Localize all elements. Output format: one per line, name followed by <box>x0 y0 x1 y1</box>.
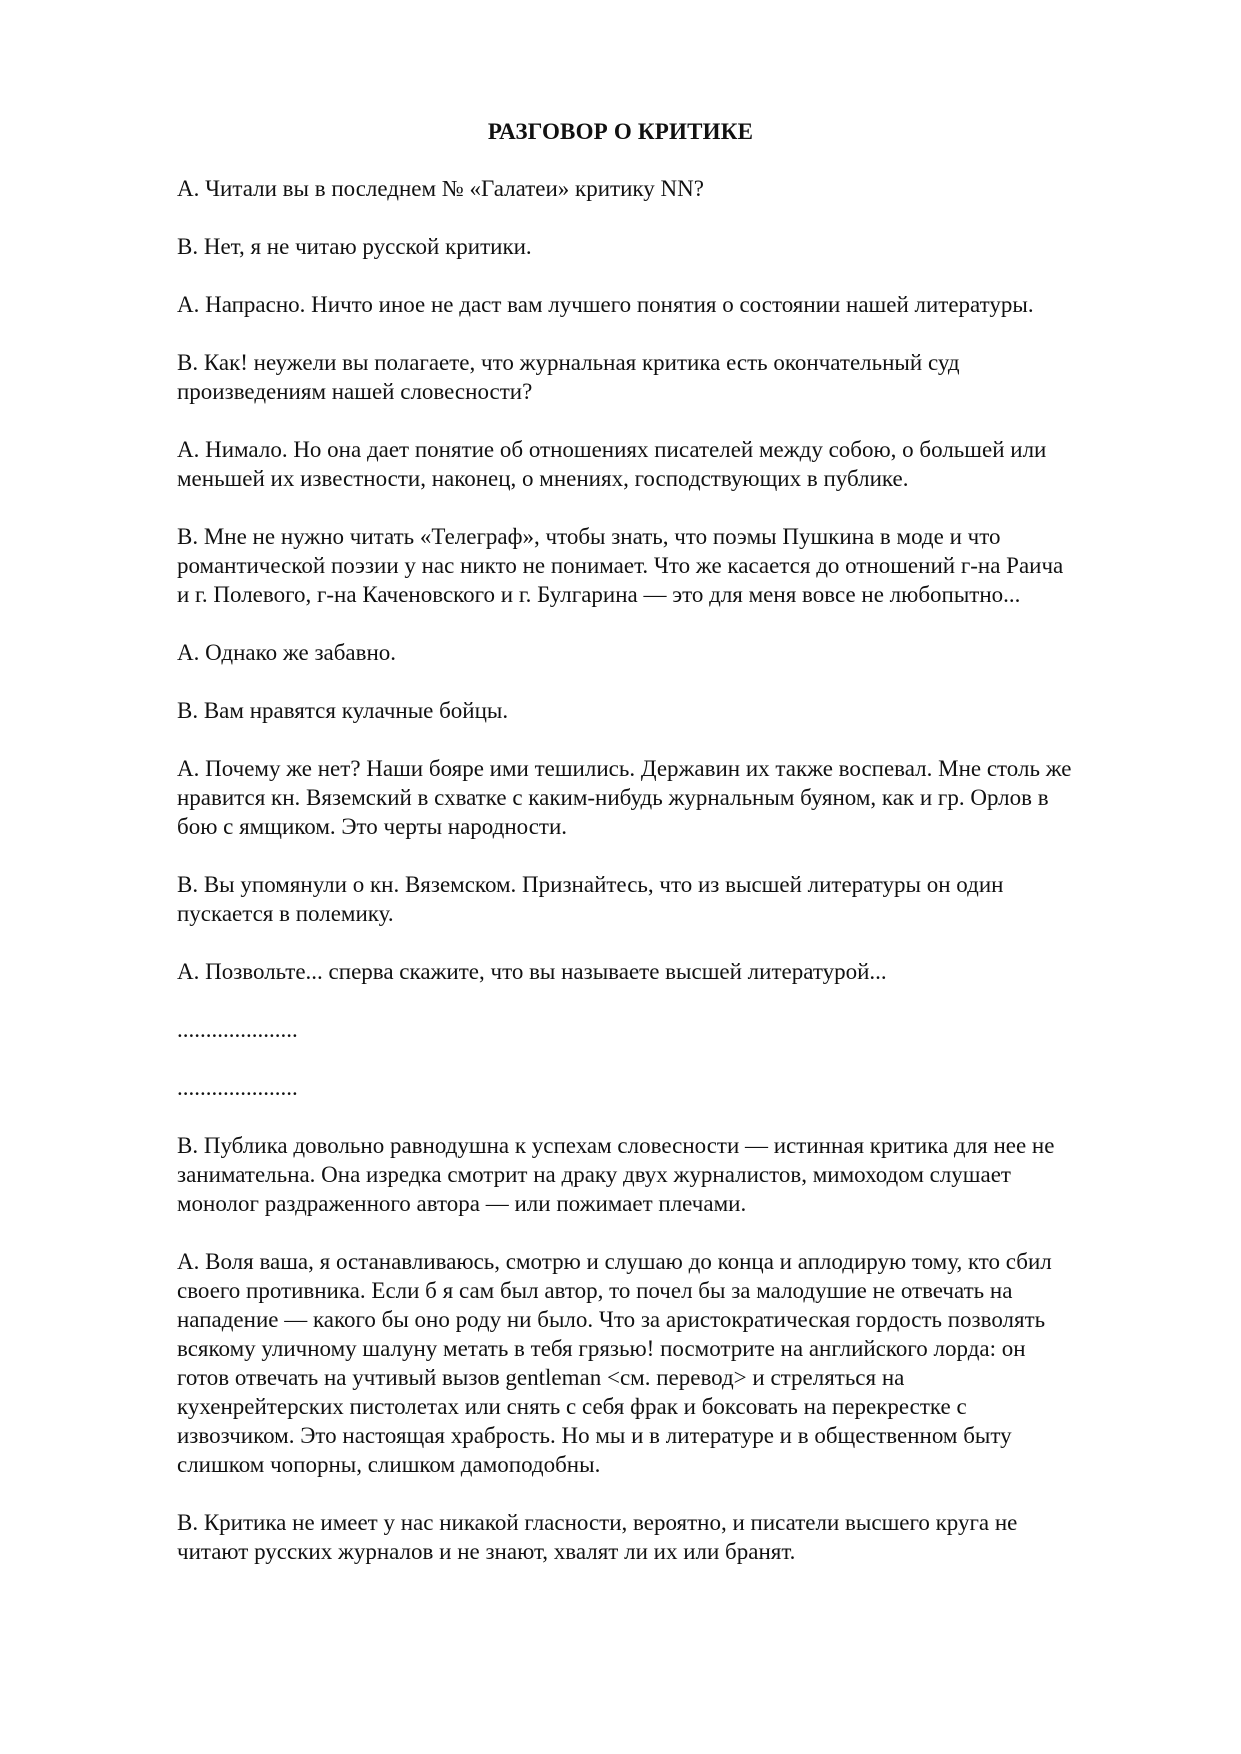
dialogue-paragraph <box>177 1247 1162 1479</box>
paragraph-line: В. Вам нравятся кулачные бойцы. <box>177 698 509 723</box>
dialogue-paragraph <box>177 638 1162 667</box>
paragraph-line: А. Воля ваша, я останавливаюсь, смотрю и слушаю до конца и аплодирую тому, кто сбил <box>177 1249 1052 1274</box>
paragraph-line: слишком чопорны, слишком дамоподобны. <box>177 1452 601 1477</box>
paragraph-line: В. Публика довольно равнодушна к успехам словесности — истинная критика для нее не <box>177 1133 1055 1158</box>
dialogue-paragraph <box>177 522 1162 609</box>
dialogue-paragraph <box>177 435 1162 493</box>
paragraph-line: произведениям нашей словесности? <box>177 379 533 404</box>
dialogue-paragraph <box>177 1015 1162 1044</box>
dialogue-paragraph <box>177 1131 1162 1218</box>
paragraph-line: извозчиком. Это настоящая храбрость. Но мы и в литературе и в общественном быту <box>177 1423 1012 1448</box>
paragraph-line: А. Нимало. Но она дает понятие об отношениях писателей между собою, о большей или <box>177 437 1047 462</box>
dialogue-paragraph <box>177 754 1162 841</box>
paragraph-line: пускается в полемику. <box>177 901 394 926</box>
dialogue-paragraph <box>177 1073 1162 1102</box>
paragraph-line: В. Критика не имеет у нас никакой гласности, вероятно, и писатели высшего круга не <box>177 1510 1018 1535</box>
dialogue-paragraph <box>177 348 1162 406</box>
paragraph-line: В. Вы упомянули о кн. Вяземском. Признайтесь, что из высшей литературы он один <box>177 872 1004 897</box>
dialogue-paragraph <box>177 696 1162 725</box>
paragraph-line: ..................... <box>177 1017 298 1042</box>
dialogue-paragraph <box>177 870 1162 928</box>
paragraph-line: А. Читали вы в последнем № «Галатеи» критику NN? <box>177 176 704 201</box>
paragraph-line: А. Напрасно. Ничто иное не даст вам лучшего понятия о состоянии нашей литературы. <box>177 292 1034 317</box>
paragraph-line: готов отвечать на учтивый вызов gentleman <см. перевод> и стреляться на <box>177 1365 905 1390</box>
document-title: РАЗГОВОР О КРИТИКЕ <box>487 119 754 144</box>
paragraph-line: А. Почему же нет? Наши бояре ими тешились. Державин их также воспевал. Мне столь же <box>177 756 1072 781</box>
paragraph-line: и г. Полевого, г-на Каченовского и г. Булгарина — это для меня вовсе не любопытно... <box>177 582 1021 607</box>
dialogue-paragraph <box>177 1508 1162 1566</box>
paragraph-line: меньшей их известности, наконец, о мнениях, господствующих в публике. <box>177 466 909 491</box>
dialogue-paragraph <box>177 290 1162 319</box>
paragraph-line: В. Мне не нужно читать «Телеграф», чтобы знать, что поэмы Пушкина в моде и что <box>177 524 1001 549</box>
dialogue-paragraph <box>177 232 1162 261</box>
paragraph-line: всякому уличному шалуну метать в тебя грязью! посмотрите на английского лорда: он <box>177 1336 1026 1361</box>
paragraph-line: ..................... <box>177 1075 298 1100</box>
paragraph-line: А. Позвольте... сперва скажите, что вы называете высшей литературой... <box>177 959 887 984</box>
paragraph-line: В. Нет, я не читаю русской критики. <box>177 234 532 259</box>
paragraph-line: В. Как! неужели вы полагаете, что журнальная критика есть окончательный суд <box>177 350 960 375</box>
paragraph-line: монолог раздраженного автора — или пожимает плечами. <box>177 1191 747 1216</box>
dialogue-paragraph <box>177 174 1162 203</box>
paragraph-line: занимательна. Она изредка смотрит на драку двух журналистов, мимоходом слушает <box>177 1162 1011 1187</box>
paragraph-line: читают русских журналов и не знают, хвалят ли их или бранят. <box>177 1539 796 1564</box>
document-body <box>177 174 1162 1595</box>
paragraph-line: нравится кн. Вяземский в схватке с каким-нибудь журнальным буяном, как и гр. Орлов в <box>177 785 1049 810</box>
dialogue-paragraph <box>177 957 1162 986</box>
paragraph-line: бою с ямщиком. Это черты народности. <box>177 814 568 839</box>
paragraph-line: своего противника. Если б я сам был автор, то почел бы за малодушие не отвечать на <box>177 1278 1013 1303</box>
paragraph-line: кухенрейтерских пистолетах или снять с себя фрак и боксовать на перекрестке с <box>177 1394 967 1419</box>
paragraph-line: нападение — какого бы оно роду ни было. Что за аристократическая гордость позволять <box>177 1307 1046 1332</box>
paragraph-line: романтической поэзии у нас никто не понимает. Что же касается до отношений г-на Раича <box>177 553 1064 578</box>
paragraph-line: А. Однако же забавно. <box>177 640 397 665</box>
